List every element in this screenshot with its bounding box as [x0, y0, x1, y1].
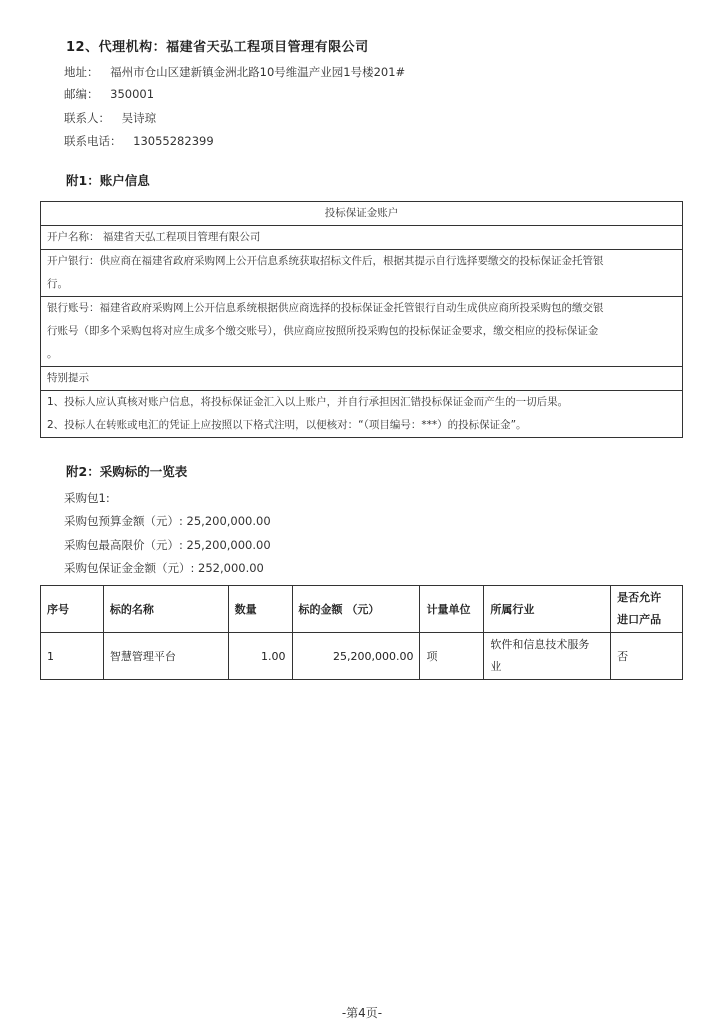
appendix1-title: 附1：账户信息: [66, 173, 150, 188]
table-header-row: [41, 586, 683, 633]
phone-value: 13055282399: [133, 134, 214, 148]
header-unit: 计量单位: [420, 586, 484, 633]
account-number-cell: [41, 297, 683, 367]
contact-line: [64, 110, 156, 126]
header-name: 标的名称: [103, 586, 228, 633]
account-table-title: 投标保证金账户: [41, 202, 683, 226]
package-label: 采购包1:: [64, 491, 110, 505]
page-number: -第4页-: [341, 1006, 383, 1020]
row-name: 智慧管理平台: [103, 633, 228, 680]
phone-label: 联系电话：: [64, 134, 122, 148]
bank-line-2: 行。: [47, 278, 68, 290]
contact-value: 吴诗琼: [121, 111, 157, 125]
appendix2-title: 附2：采购标的一览表: [66, 464, 188, 479]
header-amount: 标的金额 （元）: [292, 586, 420, 633]
notice-cell: [41, 391, 683, 438]
row-industry-line-1: 软件和信息技术服务: [490, 638, 590, 651]
package-budget: 采购包预算金额（元）: 25,200,000.00: [64, 514, 271, 528]
phone-line: [64, 133, 214, 149]
package-deposit: 采购包保证金金额（元）: 252,000.00: [64, 561, 264, 575]
row-unit: 项: [420, 633, 484, 680]
row-qty: 1.00: [228, 633, 292, 680]
notice-title-cell: 特别提示: [41, 367, 683, 391]
bank-line-1: 开户银行：供应商在福建省政府采购网上公开信息系统获取招标文件后，根据其提示自行选择要缴交的投标保证金托管银: [47, 255, 604, 267]
row-import: 否: [611, 633, 683, 680]
notice-2: 2、投标人在转账或电汇的凭证上应按照以下格式注明，以便核对：“（项目编号：***）的投标保证金”。: [47, 419, 527, 431]
agency-heading: 12、代理机构：福建省天弘工程项目管理有限公司: [66, 40, 369, 55]
postcode-value: 350001: [110, 87, 155, 101]
header-industry: 所属行业: [484, 586, 611, 633]
address-line: [64, 64, 405, 80]
account-number-line-1: 银行账号：福建省政府采购网上公开信息系统根据供应商选择的投标保证金托管银行自动生成供应商所投采购包的缴交银: [47, 302, 604, 314]
header-qty: 数量: [228, 586, 292, 633]
package-max-price: 采购包最高限价（元）: 25,200,000.00: [64, 538, 271, 552]
table-row: [41, 633, 683, 680]
row-industry-line-2: 业: [490, 660, 502, 673]
header-no: 序号: [41, 586, 104, 633]
header-import-line-1: 是否允许: [617, 591, 662, 604]
address-label: 地址：: [64, 65, 99, 79]
procurement-table: [40, 585, 683, 680]
account-number-line-2: 行账号（即多个采购包将对应生成多个缴交账号），供应商应按照所投采购包的投标保证金要求，缴交相应的投标保证金: [47, 325, 599, 337]
account-info-table: [40, 201, 683, 438]
notice-1: 1、投标人应认真核对账户信息，将投标保证金汇入以上账户，并自行承担因汇错投标保证金而产生的一切后果。: [47, 396, 569, 408]
row-no: 1: [41, 633, 104, 680]
address-value: 福州市仓山区建新镇金洲北路10号维温产业园1号楼201#: [110, 65, 406, 79]
postcode-line: [64, 86, 154, 102]
row-industry: [484, 633, 611, 680]
account-name-cell: 开户名称： 福建省天弘工程项目管理有限公司: [41, 226, 683, 250]
account-number-line-3: 。: [47, 348, 58, 360]
contact-label: 联系人：: [64, 111, 110, 125]
bank-cell: [41, 250, 683, 297]
header-import-line-2: 进口产品: [617, 613, 662, 626]
postcode-label: 邮编：: [64, 87, 99, 101]
row-amount: 25,200,000.00: [292, 633, 420, 680]
header-import: [611, 586, 683, 633]
